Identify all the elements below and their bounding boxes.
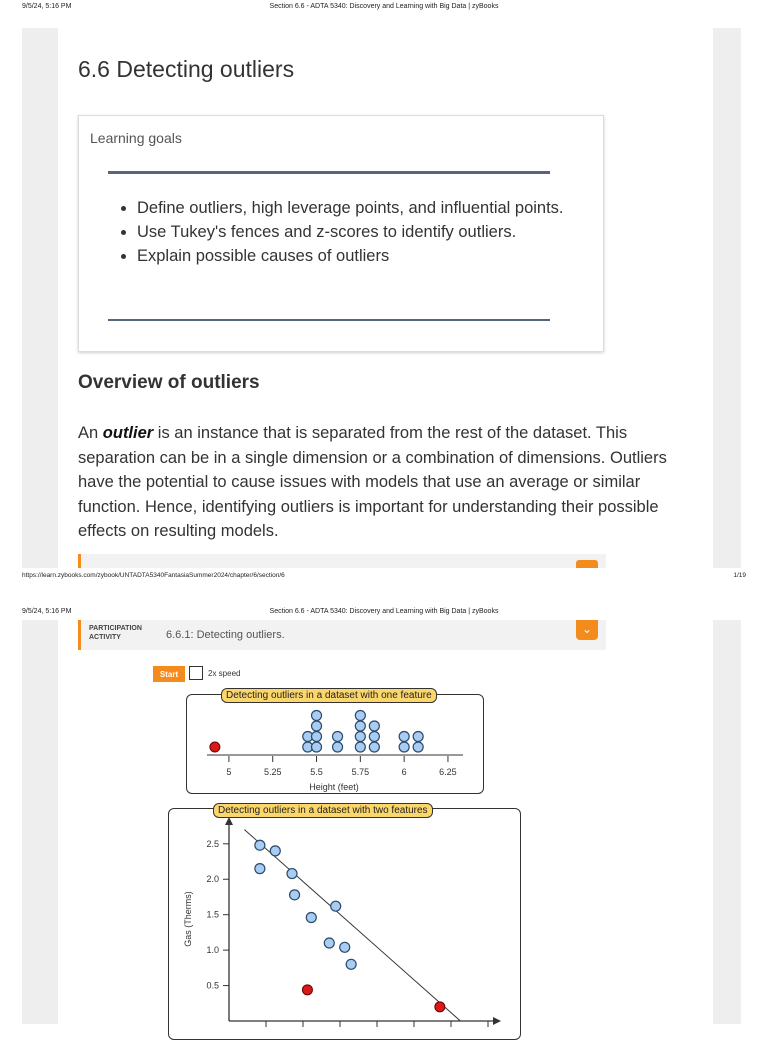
x-tick-label: 5	[226, 767, 232, 777]
collapse-chevron-button[interactable]	[576, 620, 598, 640]
start-button[interactable]: Start	[153, 666, 185, 682]
print-header	[0, 605, 768, 619]
data-point	[413, 742, 423, 752]
learning-goal-item: • Explain possible causes of outliers	[137, 244, 567, 268]
activity-header	[78, 620, 606, 650]
print-datetime: 9/5/24, 5:16 PM	[22, 3, 72, 10]
data-point	[355, 732, 365, 742]
right-gutter	[713, 28, 741, 568]
activity-header-peek	[78, 554, 606, 568]
data-point	[324, 938, 334, 948]
overview-body: is an instance that is separated from the rest of the dataset. This separation can be in a single dimension or a combination of dimensions. Outliers have the potential to cause issues with models that use an average or similar function. Hence, identifying outliers is important for understanding their possible effects on resulting models.	[78, 424, 667, 540]
print-title: Section 6.6 - ADTA 5340: Discovery and Learning with Big Data | zyBooks	[269, 3, 499, 10]
learning-goals-box	[78, 115, 604, 352]
data-point	[255, 840, 265, 850]
goals-divider-top	[108, 171, 550, 174]
overview-paragraph	[78, 421, 703, 544]
data-point	[312, 742, 322, 752]
left-gutter	[22, 28, 58, 568]
data-point	[331, 901, 341, 911]
x-tick-label: 5.25	[263, 767, 282, 777]
data-point	[270, 846, 280, 856]
print-url: https://learn.zybooks.com/zybook/UNTADTA5340FantasiaSummer2024/chapter/6/section/6	[22, 572, 285, 579]
y-axis-label: Gas (Therms)	[183, 891, 193, 947]
data-point	[355, 742, 365, 752]
section-content	[58, 28, 713, 568]
y-tick-label: 0.5	[206, 980, 219, 991]
data-point	[306, 913, 316, 923]
scatter-chart	[169, 809, 520, 1039]
data-point	[333, 732, 343, 742]
data-point	[312, 711, 322, 721]
x-tick-label: 5.5	[310, 767, 323, 777]
x-axis-label: Height (feet)	[309, 782, 359, 792]
data-point	[290, 890, 300, 900]
y-tick-label: 1.0	[206, 945, 219, 956]
y-tick-label: 1.5	[206, 909, 219, 920]
data-point	[355, 711, 365, 721]
y-tick-label: 2.0	[206, 874, 219, 885]
print-footer	[0, 571, 768, 583]
learning-goal-item: • Define outliers, high leverage points, and influential points.	[137, 196, 567, 220]
data-point	[346, 959, 356, 969]
print-datetime: 9/5/24, 5:16 PM	[22, 608, 72, 615]
data-point	[369, 742, 379, 752]
learning-goals-list	[117, 196, 567, 268]
dot-plot-chart	[187, 695, 483, 793]
outlier-point	[435, 1002, 445, 1012]
dot-plot-panel	[186, 694, 484, 794]
data-point	[399, 732, 409, 742]
learning-goal-item: • Use Tukey's fences and z-scores to identify outliers.	[137, 220, 567, 244]
y-axis-arrow	[225, 817, 233, 825]
x-tick-label: 5.75	[351, 767, 370, 777]
data-point	[255, 864, 265, 874]
y-tick-label: 2.5	[206, 838, 219, 849]
chevron-down-icon: ⌄	[581, 622, 593, 636]
page-title: 6.6 Detecting outliers	[78, 56, 295, 82]
scatter-caption: Detecting outliers in a dataset with two features	[213, 803, 433, 818]
speed-checkbox[interactable]	[189, 666, 203, 680]
data-point	[369, 732, 379, 742]
data-point	[399, 742, 409, 752]
overview-heading: Overview of outliers	[78, 372, 260, 393]
participation-activity	[58, 620, 713, 1024]
goals-divider-bottom	[108, 319, 550, 321]
print-title: Section 6.6 - ADTA 5340: Discovery and Learning with Big Data | zyBooks	[269, 608, 499, 615]
print-header	[0, 0, 768, 14]
outlier-point	[302, 985, 312, 995]
x-tick-label: 6.25	[439, 767, 457, 777]
fit-line	[244, 830, 460, 1021]
right-gutter	[713, 620, 741, 1024]
data-point	[287, 869, 297, 879]
left-gutter	[22, 620, 58, 1024]
data-point	[355, 721, 365, 731]
overview-lead: An	[78, 424, 103, 442]
activity-title: 6.6.1: Detecting outliers.	[166, 629, 285, 641]
speed-label: 2x speed	[208, 669, 241, 678]
dot-plot-caption: Detecting outliers in a dataset with one feature	[221, 688, 437, 703]
chevron-down-icon[interactable]	[576, 560, 598, 568]
outlier-term: outlier	[102, 424, 154, 442]
outlier-point	[210, 742, 220, 752]
scatter-panel	[168, 808, 521, 1040]
data-point	[369, 721, 379, 731]
learning-goals-label: Learning goals	[90, 130, 182, 146]
data-point	[333, 742, 343, 752]
data-point	[340, 942, 350, 952]
activity-type-label: PARTICIPATION ACTIVITY	[89, 625, 142, 641]
data-point	[312, 732, 322, 742]
print-page-number: 1/19	[733, 572, 746, 579]
x-tick-label: 6	[401, 767, 407, 777]
data-point	[312, 721, 322, 731]
data-point	[413, 732, 423, 742]
